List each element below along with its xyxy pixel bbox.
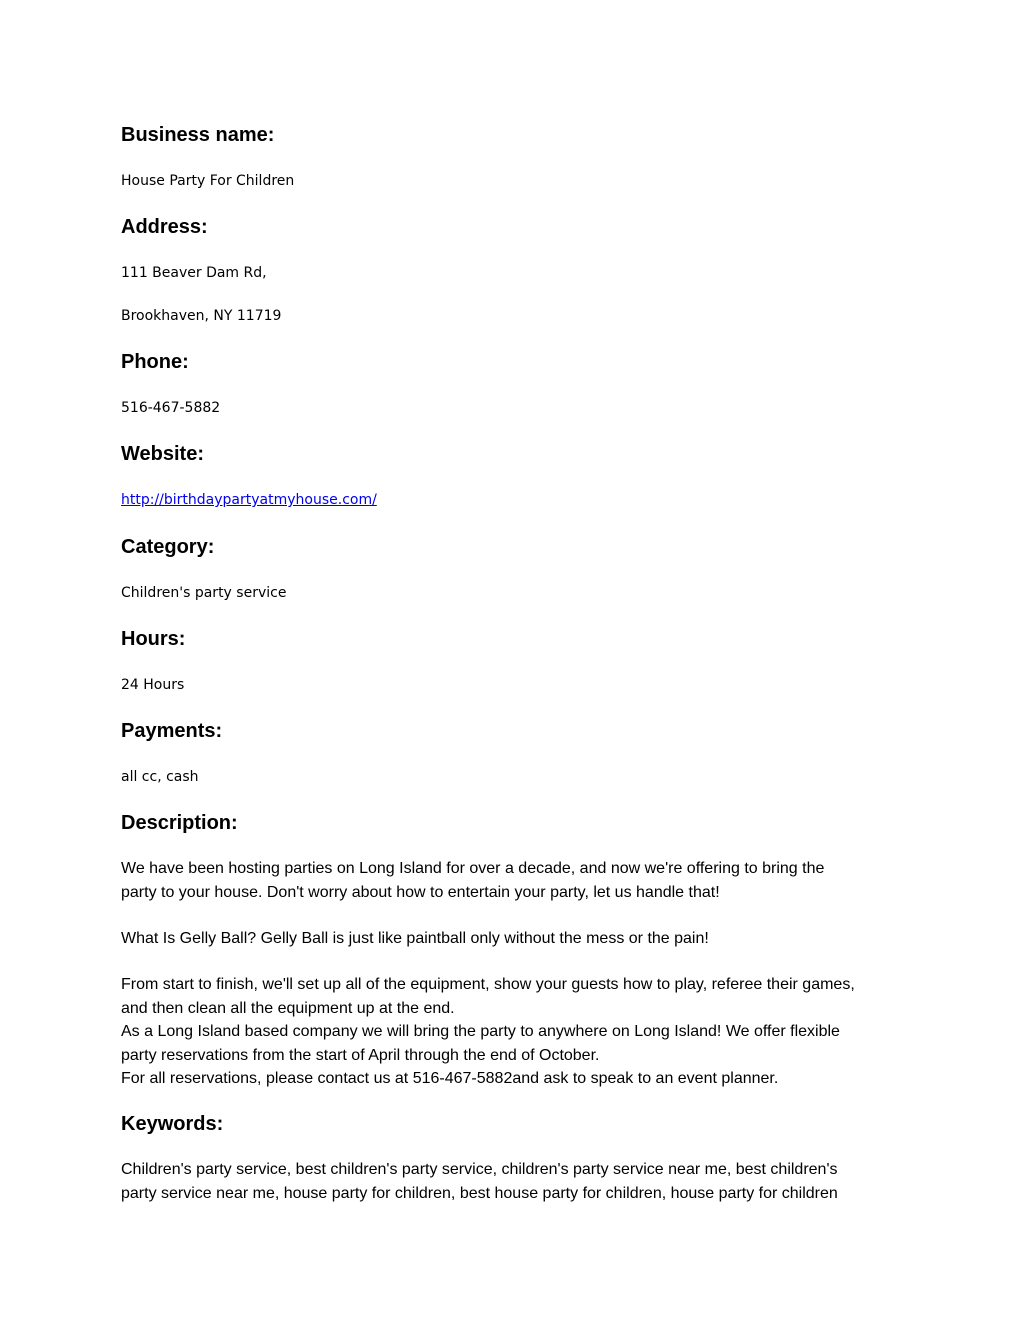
business-name-value: House Party For Children — [121, 173, 295, 189]
website-heading: Website: — [121, 443, 204, 465]
hours-heading: Hours: — [121, 628, 186, 650]
address-heading: Address: — [121, 216, 208, 238]
payments-heading: Payments: — [121, 720, 223, 742]
category-value: Children's party service — [121, 585, 287, 601]
website-link[interactable]: http://birthdaypartyatmyhouse.com/ — [121, 492, 377, 508]
description-paragraph-2: What Is Gelly Ball? Gelly Ball is just like paintball only without the mess or the pain! — [121, 930, 709, 947]
phone-value: 516-467-5882 — [121, 400, 221, 416]
phone-heading: Phone: — [121, 351, 189, 373]
keywords-value: Children's party service, best children's party service, children's party service near me, best children's party service near me, house party for children, best house party for children, house party for children — [121, 1161, 838, 1202]
keywords-heading: Keywords: — [121, 1113, 224, 1135]
description-heading: Description: — [121, 812, 238, 834]
category-heading: Category: — [121, 536, 215, 558]
description-paragraph-1: We have been hosting parties on Long Island for over a decade, and now we're offering to bring the party to your house. Don't worry about how to entertain your party, let us handle that! — [121, 860, 825, 901]
hours-value: 24 Hours — [121, 677, 185, 693]
business-name-heading: Business name: — [121, 124, 275, 146]
payments-value: all cc, cash — [121, 769, 199, 785]
address-line-1: 111 Beaver Dam Rd, — [121, 265, 267, 281]
description-paragraph-3: From start to finish, we'll set up all of the equipment, show your guests how to play, referee their games, and then clean all the equipment up at the end. As a Long Island based company we will bring the party to anywhere on Long Island! We offer flexible party reservations from the start of April through the end of October. For all reservations, please contact us at 516-467-5882and ask to speak to an event planner. — [121, 976, 855, 1087]
address-line-2: Brookhaven, NY 11719 — [121, 308, 282, 324]
